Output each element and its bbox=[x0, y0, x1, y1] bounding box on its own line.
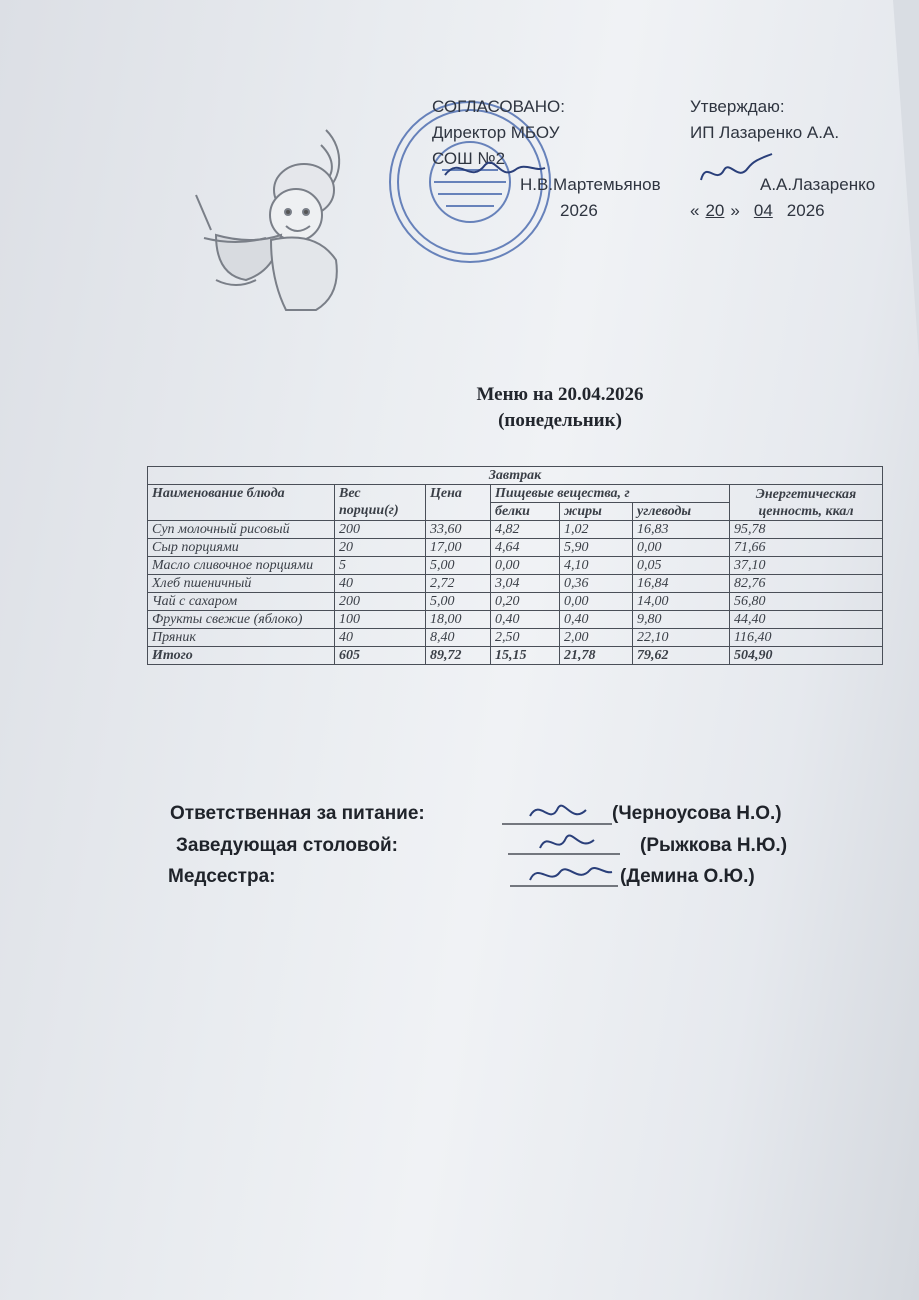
approver-position: Директор МБОУ bbox=[432, 123, 560, 142]
approval-label: Утверждаю: bbox=[690, 97, 785, 116]
cell-fat: 1,02 bbox=[560, 521, 633, 539]
signature-person-canteen: (Рыжкова Н.Ю.) bbox=[640, 835, 788, 856]
signature-line-nurse bbox=[168, 866, 275, 888]
cell-weight: 20 bbox=[335, 539, 426, 557]
cell-name: Фрукты свежие (яблоко) bbox=[148, 611, 335, 629]
cell-energy: 95,78 bbox=[730, 521, 883, 539]
approval-date: « 20 » 04 2026 bbox=[690, 201, 825, 220]
cell-name: Сыр порциями bbox=[148, 539, 335, 557]
signature-scribbles bbox=[500, 796, 622, 896]
cell-price: 18,00 bbox=[426, 611, 491, 629]
cell-price: 17,00 bbox=[426, 539, 491, 557]
approval-month: 04 bbox=[753, 201, 773, 220]
table-header-row bbox=[148, 485, 883, 503]
table-row bbox=[148, 593, 883, 611]
total-fat: 21,78 bbox=[560, 647, 633, 665]
header-fat: жиры bbox=[560, 503, 633, 521]
cell-carbs: 14,00 bbox=[633, 593, 730, 611]
header-nutrients: Пищевые вещества, г bbox=[491, 485, 730, 503]
cell-energy: 116,40 bbox=[730, 629, 883, 647]
cell-name: Масло сливочное порциями bbox=[148, 557, 335, 575]
cell-carbs: 0,00 bbox=[633, 539, 730, 557]
cell-energy: 82,76 bbox=[730, 575, 883, 593]
cell-protein: 0,40 bbox=[491, 611, 560, 629]
total-label: Итого bbox=[148, 647, 335, 665]
header-energy: Энергетическая ценность, ккал bbox=[730, 485, 883, 521]
signature-role: Заведующая столовой: bbox=[176, 835, 398, 856]
cell-fat: 0,00 bbox=[560, 593, 633, 611]
chef-illustration bbox=[176, 120, 376, 320]
cell-carbs: 22,10 bbox=[633, 629, 730, 647]
cell-name: Суп молочный рисовый bbox=[148, 521, 335, 539]
cell-fat: 0,36 bbox=[560, 575, 633, 593]
table-row bbox=[148, 557, 883, 575]
director-signature bbox=[440, 150, 550, 190]
signature-role: Ответственная за питание: bbox=[170, 803, 425, 824]
cell-weight: 5 bbox=[335, 557, 426, 575]
cell-energy: 71,66 bbox=[730, 539, 883, 557]
header-protein: белки bbox=[491, 503, 560, 521]
cell-energy: 56,80 bbox=[730, 593, 883, 611]
approval-year: 2026 bbox=[560, 201, 598, 220]
approver-name: Н.В.Мартемьянов bbox=[520, 175, 661, 194]
total-carbs: 79,62 bbox=[633, 647, 730, 665]
cell-carbs: 9,80 bbox=[633, 611, 730, 629]
table-total-row bbox=[148, 647, 883, 665]
table-row bbox=[148, 539, 883, 557]
approval-day: 20 bbox=[705, 201, 725, 220]
signature-role: Медсестра: bbox=[168, 866, 276, 887]
approval-year: 2026 bbox=[786, 201, 825, 220]
cell-carbs: 0,05 bbox=[633, 557, 730, 575]
cell-price: 5,00 bbox=[426, 557, 491, 575]
signature-line-canteen bbox=[176, 835, 398, 857]
cell-fat: 4,10 bbox=[560, 557, 633, 575]
cell-protein: 4,82 bbox=[491, 521, 560, 539]
table-row bbox=[148, 629, 883, 647]
total-protein: 15,15 bbox=[491, 647, 560, 665]
menu-date: Меню на 20.04.2026 bbox=[476, 384, 644, 405]
table-row bbox=[148, 521, 883, 539]
cell-price: 5,00 bbox=[426, 593, 491, 611]
table-section-row bbox=[148, 467, 883, 485]
header-price: Цена bbox=[426, 485, 491, 521]
approver-org: ИП Лазаренко А.А. bbox=[690, 123, 840, 142]
total-weight: 605 bbox=[335, 647, 426, 665]
cell-carbs: 16,83 bbox=[633, 521, 730, 539]
cell-fat: 5,90 bbox=[560, 539, 633, 557]
approval-label: СОГЛАСОВАНО: bbox=[432, 97, 565, 116]
cell-weight: 200 bbox=[335, 521, 426, 539]
header-weight: Вес порции(г) bbox=[335, 485, 426, 521]
cell-weight: 100 bbox=[335, 611, 426, 629]
signature-person-responsible: (Черноусова Н.О.) bbox=[612, 803, 782, 824]
cell-name: Хлеб пшеничный bbox=[148, 575, 335, 593]
cell-name: Чай с сахаром bbox=[148, 593, 335, 611]
cell-fat: 2,00 bbox=[560, 629, 633, 647]
cell-name: Пряник bbox=[148, 629, 335, 647]
cell-price: 33,60 bbox=[426, 521, 491, 539]
total-energy: 504,90 bbox=[730, 647, 883, 665]
cell-price: 8,40 bbox=[426, 629, 491, 647]
signature-person-nurse: (Демина О.Ю.) bbox=[620, 866, 755, 887]
cell-weight: 200 bbox=[335, 593, 426, 611]
signature-line-responsible bbox=[170, 803, 425, 825]
total-price: 89,72 bbox=[426, 647, 491, 665]
cell-protein: 4,64 bbox=[491, 539, 560, 557]
cell-protein: 0,20 bbox=[491, 593, 560, 611]
cell-energy: 37,10 bbox=[730, 557, 883, 575]
section-title: Завтрак bbox=[148, 467, 883, 485]
menu-rows bbox=[148, 521, 883, 647]
cell-protein: 2,50 bbox=[491, 629, 560, 647]
menu-table bbox=[147, 466, 883, 665]
approver-name: А.А.Лазаренко bbox=[760, 175, 876, 194]
table-row bbox=[148, 611, 883, 629]
cell-protein: 0,00 bbox=[491, 557, 560, 575]
cell-carbs: 16,84 bbox=[633, 575, 730, 593]
table-row bbox=[148, 575, 883, 593]
approver-school: СОШ №2 bbox=[432, 149, 506, 168]
cell-energy: 44,40 bbox=[730, 611, 883, 629]
menu-weekday: (понедельник) bbox=[498, 410, 622, 431]
header-name: Наименование блюда bbox=[148, 485, 335, 521]
cell-fat: 0,40 bbox=[560, 611, 633, 629]
cell-protein: 3,04 bbox=[491, 575, 560, 593]
cell-price: 2,72 bbox=[426, 575, 491, 593]
approver-signature bbox=[696, 150, 776, 190]
cell-weight: 40 bbox=[335, 629, 426, 647]
menu-title bbox=[360, 382, 760, 434]
cell-weight: 40 bbox=[335, 575, 426, 593]
header-carbs: углеводы bbox=[633, 503, 730, 521]
